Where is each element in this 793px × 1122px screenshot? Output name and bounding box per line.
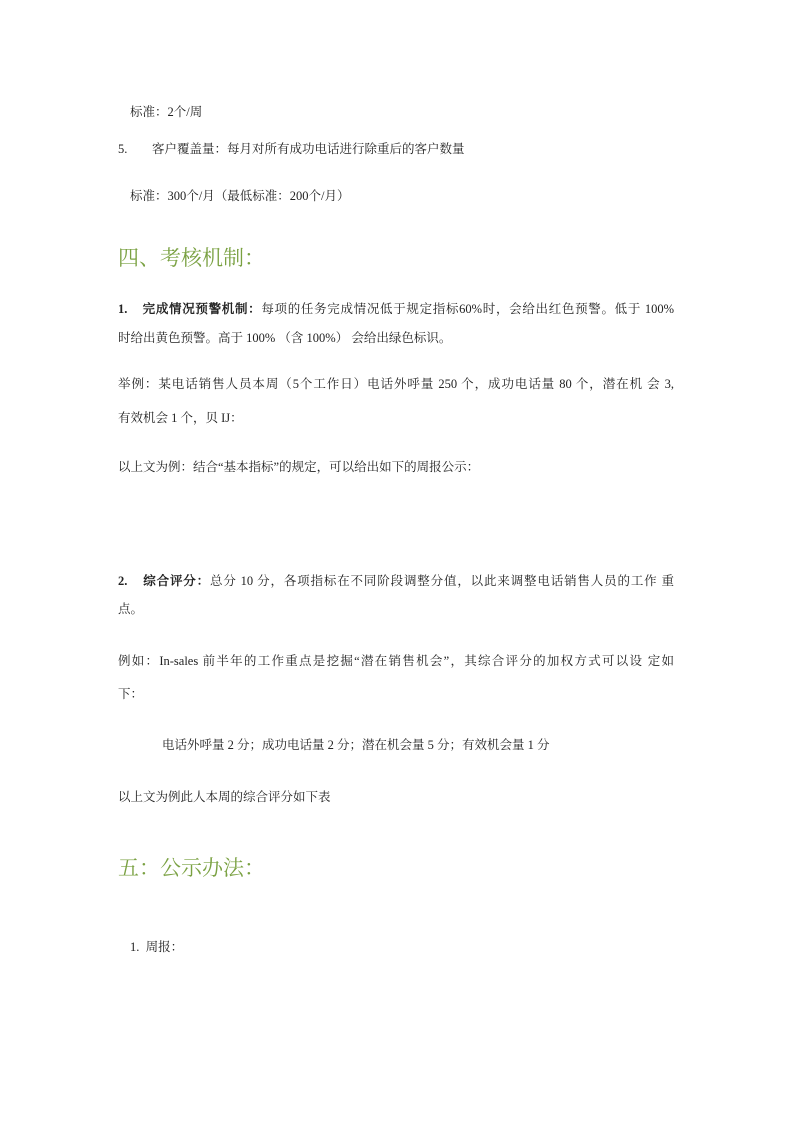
- p2-line1: [118, 573, 674, 589]
- weights: 电话外呼量 2 分；成功电话量 2 分；潜在机会量 5 分；有效机会量 1 分: [162, 738, 550, 752]
- p1-title: 完成情况预警机制：: [142, 302, 262, 316]
- item5-text: 客户覆盖量：每月对所有成功电话进行除重后的客户数量: [152, 142, 465, 156]
- section4-heading: 四、考核机制：: [118, 246, 265, 270]
- section5-heading: 五：公示办法：: [118, 856, 265, 880]
- score-note: 以上文为例此人本周的综合评分如下表: [118, 790, 331, 804]
- p1-line2: 时给出黄色预警。高于 100% （含 100%） 会给出绿色标识。: [118, 331, 452, 345]
- p2-text: 总分 10 分，各项指标在不同阶段调整分值，以此来调整电话销售人员的工作 重: [210, 574, 674, 588]
- p2-line2: 点。: [118, 602, 144, 616]
- p1-number: 1.: [118, 302, 128, 316]
- p2-number: 2.: [118, 574, 128, 588]
- section5-item1: 1. 周报：: [130, 940, 184, 954]
- standard-weekly: 标准：2个/周: [130, 105, 203, 119]
- eg-line2: 下：: [118, 687, 144, 701]
- eg-line1: 例如：In-sales 前半年的工作重点是挖掘“潜在销售机会”，其综合评分的加权方式可以设 定如: [118, 654, 674, 668]
- weekly-note: 以上文为例：结合“基本指标”的规定，可以给出如下的周报公示：: [118, 460, 480, 474]
- p1-line1: [118, 301, 674, 317]
- example-line1: 举例：某电话销售人员本周（5个工作日）电话外呼量 250 个，成功电话量 80 个，潜在机 会 3,: [118, 377, 674, 391]
- p2-title: 综合评分：: [143, 574, 210, 588]
- item5-standard: 标准：300个/月（最低标准：200个/月）: [130, 189, 350, 203]
- p1-text: 每项的任务完成情况低于规定指标60%时，会给出红色预警。低于 100%: [261, 302, 675, 316]
- item5-number: 5.: [118, 142, 128, 156]
- example-line2: 有效机会 1 个，贝 IJ：: [118, 411, 243, 425]
